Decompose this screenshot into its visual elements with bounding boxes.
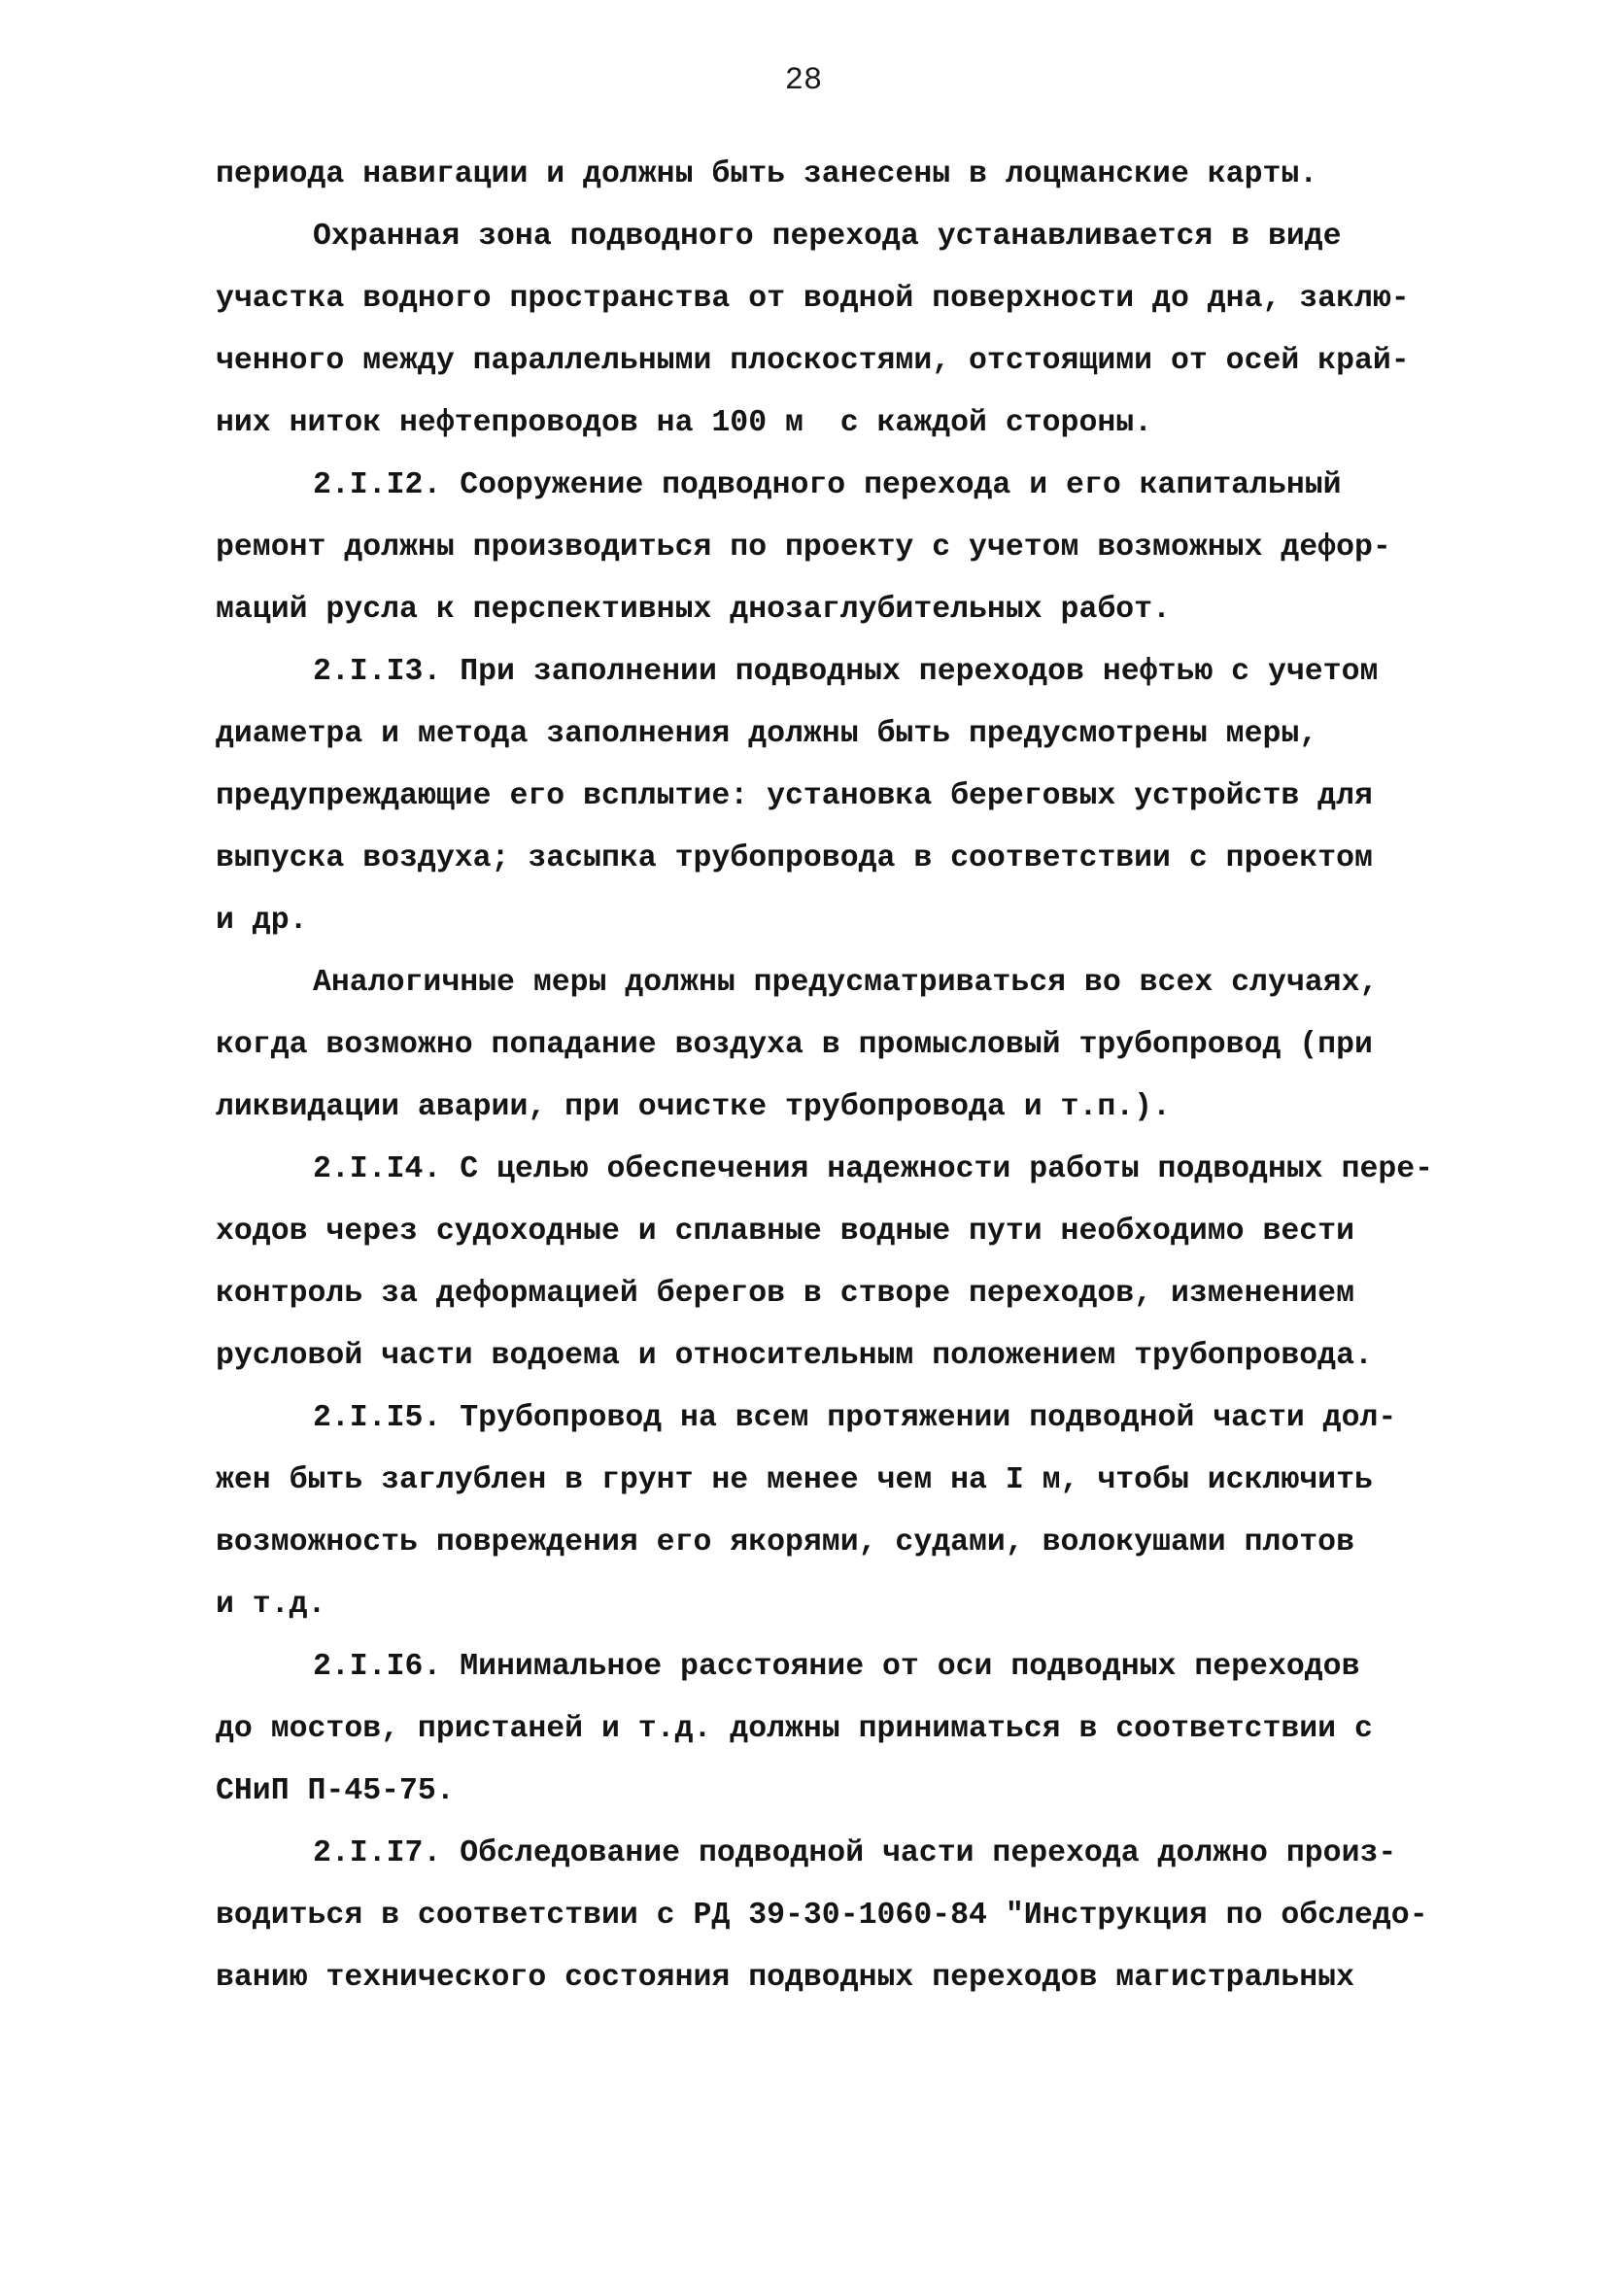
text-line: контроль за деформацией берегов в створе переходов, изменением <box>216 1277 1354 1311</box>
page-number: 28 <box>784 62 823 98</box>
text-line: жен быть заглублен в грунт не менее чем на I м, чтобы исключить <box>216 1463 1373 1497</box>
text-line: русловой части водоема и относительным положением трубопровода. <box>216 1339 1373 1373</box>
text-line: 2.I.I7. Обследование подводной части перехода должно произ- <box>313 1836 1397 1870</box>
text-line: СНиП П-45-75. <box>216 1774 455 1808</box>
text-line: ходов через судоходные и сплавные водные пути необходимо вести <box>216 1215 1354 1249</box>
text-line: возможность повреждения его якорями, судами, волокушами плотов <box>216 1525 1354 1559</box>
text-line: ченного между параллельными плоскостями, отстоящими от осей край- <box>216 344 1410 378</box>
text-line: 2.I.I2. Сооружение подводного перехода и его капитальный <box>313 468 1342 502</box>
text-line: выпуска воздуха; засыпка трубопровода в соответствии с проектом <box>216 841 1373 875</box>
text-line: когда возможно попадание воздуха в промысловый трубопровод (при <box>216 1028 1373 1062</box>
text-line: Аналогичные меры должны предусматриваться во всех случаях, <box>313 966 1379 1000</box>
text-line: и др. <box>216 904 308 938</box>
text-line: ликвидации аварии, при очистке трубопровода и т.п.). <box>216 1090 1171 1124</box>
text-line: участка водного пространства от водной поверхности до дна, заклю- <box>216 282 1410 316</box>
text-line: 2.I.I5. Трубопровод на всем протяжении подводной части дол- <box>313 1401 1397 1435</box>
text-line: водиться в соответствии с РД 39-30-1060-84 "Инструкция по обследо- <box>216 1899 1428 1933</box>
text-line: предупреждающие его всплытие: установка береговых устройств для <box>216 779 1373 813</box>
text-line: ремонт должны производиться по проекту с учетом возможных дефор- <box>216 531 1391 565</box>
text-line: маций русла к перспективных днозаглубительных работ. <box>216 593 1171 627</box>
text-line: периода навигации и должны быть занесены в лоцманские карты. <box>216 157 1318 191</box>
text-line: 2.I.I3. При заполнении подводных переходов нефтью с учетом <box>313 655 1379 689</box>
text-line: 2.I.I4. С целью обеспечения надежности работы подводных пере- <box>313 1152 1434 1186</box>
text-line: них ниток нефтепроводов на 100 м с каждой стороны. <box>216 406 1153 440</box>
text-line: диаметра и метода заполнения должны быть предусмотрены меры, <box>216 717 1318 751</box>
text-line: ванию технического состояния подводных переходов магистральных <box>216 1961 1354 1995</box>
text-line: и т.д. <box>216 1588 326 1622</box>
text-line: Охранная зона подводного перехода устанавливается в виде <box>313 220 1342 254</box>
text-line: 2.I.I6. Минимальное расстояние от оси подводных переходов <box>313 1650 1360 1684</box>
text-line: до мостов, пристаней и т.д. должны приниматься в соответствии с <box>216 1712 1373 1746</box>
